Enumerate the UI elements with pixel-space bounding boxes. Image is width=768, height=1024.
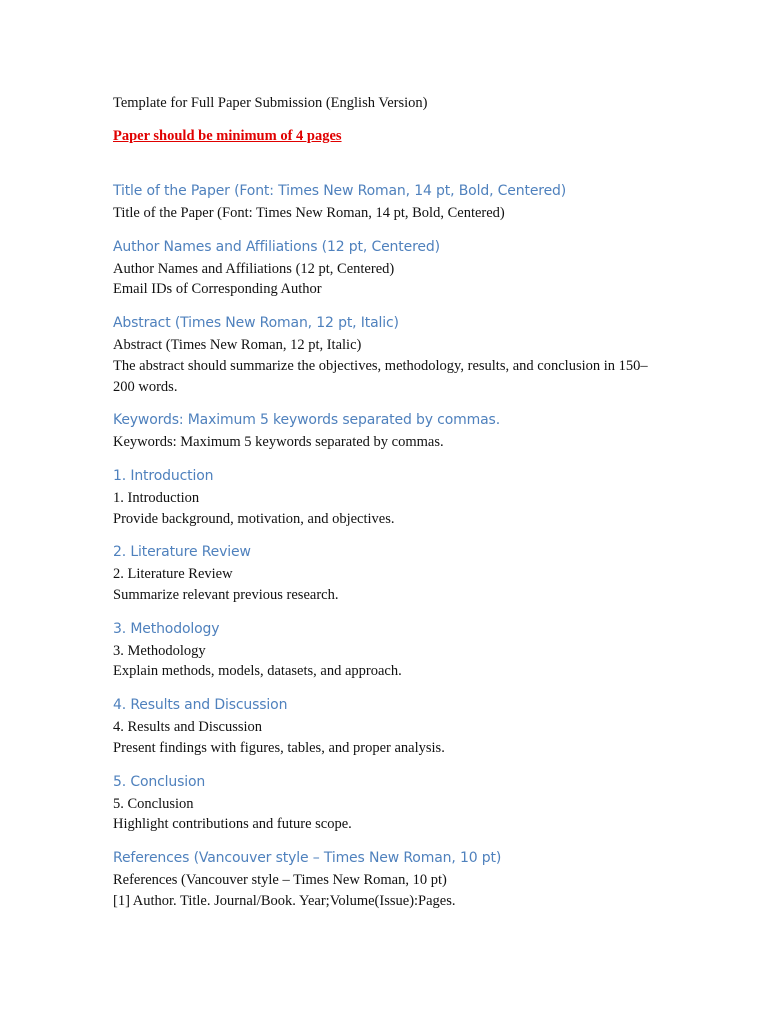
section-body-line: 1. Introduction [113, 489, 200, 506]
section-body-line: Highlight contributions and future scope. [113, 816, 352, 833]
document-section [113, 313, 668, 397]
section-heading: Keywords: Maximum 5 keywords separated by commas. [113, 412, 500, 429]
section-body-line: Present findings with figures, tables, and proper analysis. [113, 739, 445, 756]
document-section [113, 619, 668, 682]
section-body-line: Title of the Paper (Font: Times New Roman, 14 pt, Bold, Centered) [113, 205, 505, 221]
document-section [113, 848, 668, 911]
section-body-line: 3. Methodology [113, 642, 206, 659]
section-heading: 2. Literature Review [113, 544, 251, 561]
section-body-line: Abstract (Times New Roman, 12 pt, Italic) [113, 337, 362, 354]
document-section [113, 695, 668, 758]
section-heading: Author Names and Affiliations (12 pt, Centered) [113, 238, 440, 255]
section-body-line: 4. Results and Discussion [113, 719, 263, 736]
section-body-line: [1] Author. Title. Journal/Book. Year;Volume(Issue):Pages. [113, 892, 456, 909]
section-body-line: 2. Literature Review [113, 566, 233, 583]
section-heading: 5. Conclusion [113, 773, 206, 790]
section-body-line: Author Names and Affiliations (12 pt, Centered) [113, 260, 395, 277]
section-heading: Title of the Paper (Font: Times New Roman, 14 pt, Bold, Centered) [113, 183, 567, 199]
section-body-line: Provide background, motivation, and objectives. [113, 510, 395, 527]
document-section [113, 237, 668, 300]
section-heading: Abstract (Times New Roman, 12 pt, Italic) [113, 315, 399, 332]
document-section [113, 466, 668, 529]
document-section [113, 772, 668, 835]
section-body-line: The abstract should summarize the objectives, methodology, results, and conclusion in 150–200 words. [113, 357, 648, 395]
document-section [113, 410, 668, 453]
section-heading: References (Vancouver style – Times New Roman, 10 pt) [113, 849, 502, 866]
template-intro: Template for Full Paper Submission (English Version) [113, 95, 428, 111]
document-section [113, 542, 668, 605]
section-body-line: Email IDs of Corresponding Author [113, 281, 322, 298]
section-body-line: Explain methods, models, datasets, and approach. [113, 663, 402, 680]
section-body-line: References (Vancouver style – Times New Roman, 10 pt) [113, 871, 447, 888]
section-heading: 1. Introduction [113, 467, 214, 484]
section-heading: 3. Methodology [113, 620, 220, 637]
section-list [113, 181, 668, 911]
section-body-line: 5. Conclusion [113, 795, 194, 812]
page-minimum-warning: Paper should be minimum of 4 pages [113, 128, 342, 144]
document-section [113, 181, 668, 224]
section-body-line: Keywords: Maximum 5 keywords separated by commas. [113, 434, 444, 451]
section-body-line: Summarize relevant previous research. [113, 587, 339, 604]
section-heading: 4. Results and Discussion [113, 697, 288, 714]
